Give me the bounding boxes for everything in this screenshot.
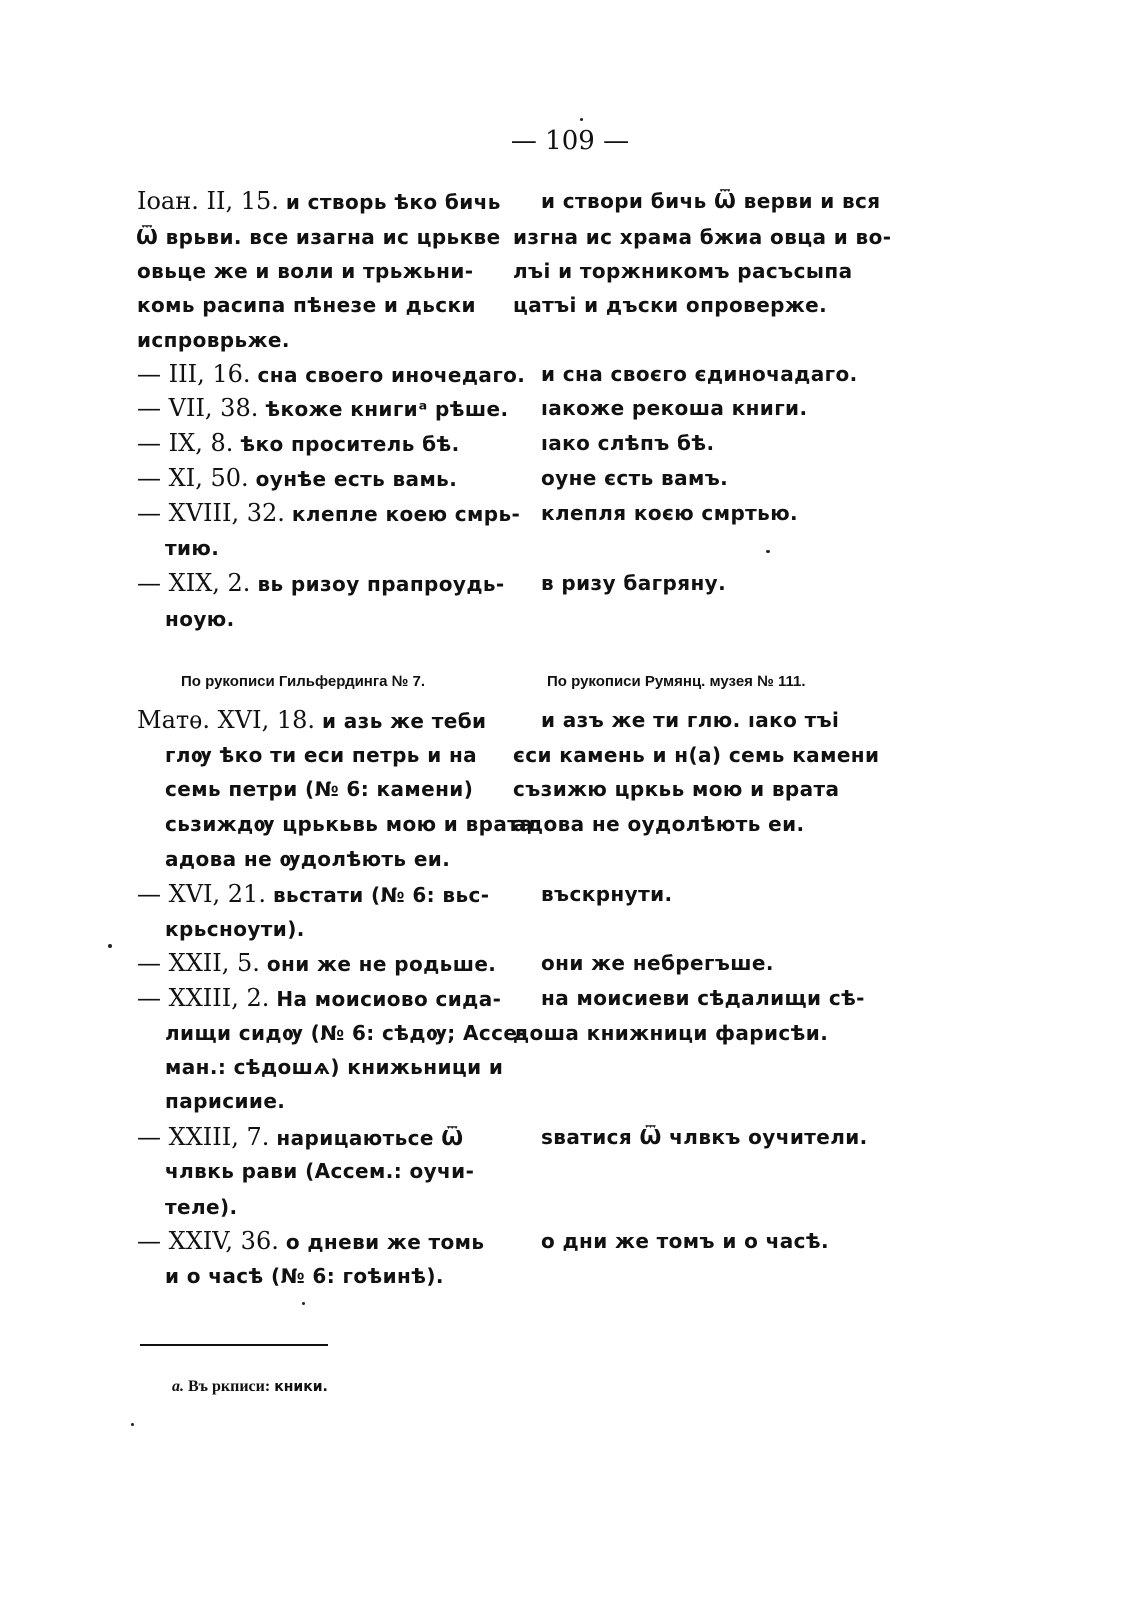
scan-speck (302, 1302, 305, 1305)
text-line: в ризу багряну. (541, 571, 727, 595)
text-line: лищи сидѹ (№ 6: сѣдѹ; Ассе- (165, 1021, 527, 1045)
footnote-mark: а. (172, 1378, 184, 1395)
text-line: — XXIII, 2. На моисиово сида- (137, 984, 502, 1012)
scan-speck (766, 550, 770, 553)
text-line: адова не оудолѣють еи. (513, 812, 805, 836)
text-line: — XVI, 21. вьстати (№ 6: вьс- (137, 880, 490, 908)
text-line: изгна ис храма бжиа овца и во- (513, 225, 892, 249)
scan-speck (108, 944, 112, 948)
right-column-heading: По рукописи Румянц. музея № 111. (547, 673, 806, 690)
text-line: овьце же и воли и трьжьни- (137, 259, 474, 283)
text-line: крьсноути). (165, 917, 305, 941)
text-line: и азъ же ти глю. ıако тъі (541, 708, 840, 732)
text-line: — III, 16. сна своего иночедаго. (137, 360, 526, 388)
text-line: адова не ѹдолѣють еи. (165, 847, 451, 871)
scan-speck (580, 118, 583, 121)
text-line: доша книжници фарисѣи. (513, 1021, 829, 1045)
text-line: они же небрегъше. (541, 951, 774, 975)
text-line: ѕватися Ѿ члвкъ оучители. (541, 1125, 868, 1149)
text-line: лъі и торжникомъ расъсыпа (513, 259, 853, 283)
footnote (172, 1378, 328, 1396)
text-line: на моисиеви сѣдалищи сѣ- (541, 986, 865, 1010)
text-line: ıакоже рекоша книги. (541, 396, 808, 420)
page-number: — 109 — (510, 126, 630, 156)
text-line: испроврьже. (137, 328, 290, 352)
text-line: — XVIII, 32. клепле коею смрь- (137, 499, 521, 527)
text-line: парисиие. (165, 1089, 286, 1113)
text-line: Ѿ врьви. все изагна ис црькве (136, 225, 501, 249)
text-line: Іоан. II, 15. и створь ѣко бичь (137, 187, 501, 215)
scan-speck (131, 1423, 134, 1426)
text-line: съзижю цркьь мою и врата (513, 777, 840, 801)
footnote-rule (140, 1344, 328, 1346)
text-line: єси камень и н(а) семь камени (513, 743, 880, 767)
text-line: члвкь рави (Ассем.: оучи- (165, 1159, 475, 1183)
text-line: клепля коєю смртью. (541, 501, 799, 525)
text-line: — XXII, 5. они же не родьше. (137, 949, 497, 977)
text-line: о дни же томъ и о часѣ. (541, 1229, 830, 1253)
text-line: комь расипа пѣнезе и дьски (137, 293, 476, 317)
text-line: и створи бичь Ѿ верви и вся (541, 189, 881, 213)
text-line: сьзиждѹ црькьвь мою и врата (165, 812, 534, 836)
footnote-text: кники. (274, 1379, 328, 1395)
footnote-ref: Въ ркписи: (188, 1378, 271, 1395)
text-line: Матѳ. XVI, 18. и азь же теби (137, 706, 487, 734)
text-line: — XI, 50. оунѣе есть вамь. (137, 464, 458, 492)
text-line: цатъі и дъски опроверже. (513, 293, 828, 317)
text-line: и о часѣ (№ 6: гоѣинѣ). (165, 1264, 444, 1288)
text-line: семь петри (№ 6: камени) (165, 777, 474, 801)
text-line: — VII, 38. ѣкоже книгиᵃ рѣше. (137, 394, 509, 422)
text-line: — XXIII, 7. нарицаютьсе Ѿ (137, 1123, 464, 1151)
text-line: теле). (165, 1195, 238, 1219)
text-line: въскрнути. (541, 882, 673, 906)
text-line: ıако слѣпъ бѣ. (541, 431, 715, 455)
text-line: глѹ ѣко ти еси петрь и на (165, 743, 478, 767)
text-line: тию. (165, 536, 220, 560)
text-line: ман.: сѣдошѧ) книжьници и (165, 1055, 504, 1079)
left-column-heading: По рукописи Гильфердинга № 7. (181, 673, 426, 690)
text-line: — IX, 8. ѣко проситель бѣ. (137, 429, 460, 457)
text-line: ноую. (165, 607, 235, 631)
text-line: оуне єсть вамъ. (541, 466, 729, 490)
text-line: — XIX, 2. вь ризоу прапроудь- (137, 569, 505, 597)
text-line: — XXIV, 36. о дневи же томь (137, 1227, 485, 1255)
text-line: и сна своєго єдиночадаго. (541, 362, 858, 386)
